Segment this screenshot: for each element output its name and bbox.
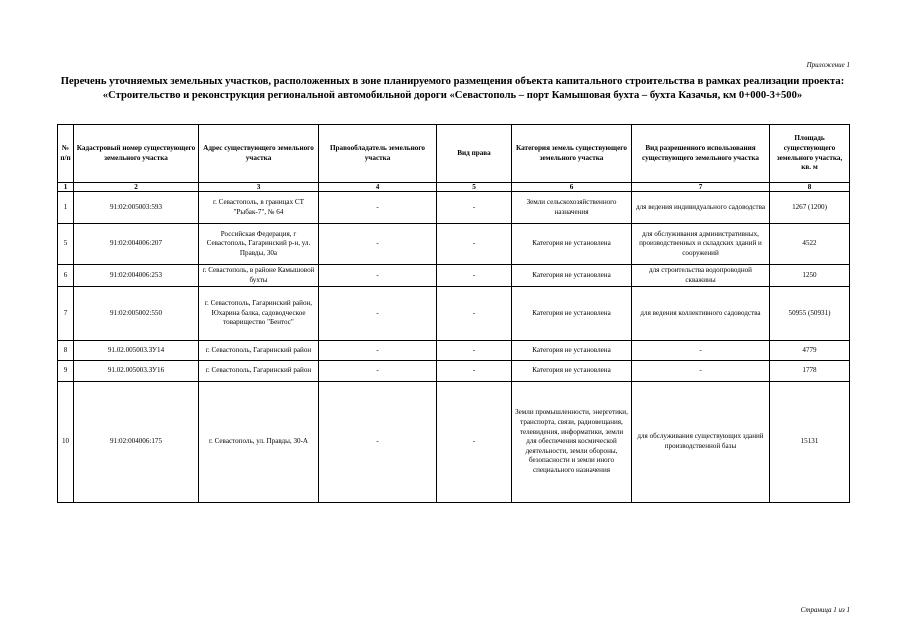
table-row — [58, 224, 850, 265]
cell-address: г. Севастополь, Гагаринский район — [199, 341, 319, 361]
cell-permitted-use: - — [632, 341, 770, 361]
cell-area: 4779 — [770, 341, 850, 361]
cell-owner: - — [319, 287, 437, 341]
cell-permitted-use: для обслуживания административных, производственных и складских зданий и сооружений — [632, 224, 770, 265]
header-cell-owner: Правообладатель земельного участка — [319, 125, 437, 183]
cell-area: 50955 (50931) — [770, 287, 850, 341]
cell-number: 1 — [58, 192, 74, 224]
cell-address: г. Севастополь, в районе Камышовой бухты — [199, 265, 319, 287]
cell-cadastral: 91:02:004006:175 — [74, 382, 199, 503]
document-title: Перечень уточняемых земельных участков, расположенных в зоне планируемого размещения объекта капитального строительства в рамках реализации проекта: «Строительство и реконструкция региональной автомобильной дороги «Севастополь – порт Камышовая бухта – бухта Казачья, км 0+000-3+500» — [60, 76, 845, 101]
cell-area: 15131 — [770, 382, 850, 503]
table-row — [58, 382, 850, 503]
cell-number: 6 — [58, 265, 74, 287]
column-number: 5 — [437, 183, 512, 192]
header-cell-area: Площадь существующего земельного участка, кв. м — [770, 125, 850, 183]
land-plots-table — [57, 124, 850, 503]
column-number: 4 — [319, 183, 437, 192]
header-cell-right-type: Вид права — [437, 125, 512, 183]
cell-land-category: Категория не установлена — [512, 361, 632, 382]
cell-owner: - — [319, 224, 437, 265]
column-number: 6 — [512, 183, 632, 192]
cell-right-type: - — [437, 287, 512, 341]
cell-cadastral: 91:02:004006:253 — [74, 265, 199, 287]
column-number: 2 — [74, 183, 199, 192]
cell-number: 8 — [58, 341, 74, 361]
cell-permitted-use: для строительства водопроводной скважины — [632, 265, 770, 287]
table-row — [58, 287, 850, 341]
cell-address: г. Севастополь, ул. Правды, 30-А — [199, 382, 319, 503]
cell-address: г. Севастополь, Гагаринский район, Юхарина балка, садоводческое товарищество "Бентос" — [199, 287, 319, 341]
table-row — [58, 265, 850, 287]
cell-land-category: Категория не установлена — [512, 341, 632, 361]
cell-right-type: - — [437, 361, 512, 382]
header-cell-number: № п/п — [58, 125, 74, 183]
cell-area: 1267 (1200) — [770, 192, 850, 224]
cell-cadastral: 91:02:004006:207 — [74, 224, 199, 265]
cell-cadastral: 91:02:005002:550 — [74, 287, 199, 341]
page-footer: Страница 1 из 1 — [800, 606, 850, 614]
cell-owner: - — [319, 382, 437, 503]
appendix-label: Приложение 1 — [806, 61, 850, 69]
cell-number: 9 — [58, 361, 74, 382]
cell-area: 4522 — [770, 224, 850, 265]
cell-address: г. Севастополь, в границах СТ "Рыбак-7", № 64 — [199, 192, 319, 224]
header-cell-permitted-use: Вид разрешенного использования существующего земельного участка — [632, 125, 770, 183]
header-cell-cadastral: Кадастровый номер существующего земельного участка — [74, 125, 199, 183]
cell-land-category: Категория не установлена — [512, 287, 632, 341]
cell-right-type: - — [437, 341, 512, 361]
cell-number: 5 — [58, 224, 74, 265]
cell-number: 10 — [58, 382, 74, 503]
cell-right-type: - — [437, 224, 512, 265]
column-number: 3 — [199, 183, 319, 192]
cell-cadastral: 91:02:005003:593 — [74, 192, 199, 224]
cell-address: Российская Федерация, г Севастополь, Гагаринский р-н, ул. Правды, 30а — [199, 224, 319, 265]
cell-area: 1250 — [770, 265, 850, 287]
cell-permitted-use: для обслуживания существующих зданий производственной базы — [632, 382, 770, 503]
cell-land-category: Земли промышленности, энергетики, транспорта, связи, радиовещания, телевидения, информатики, земли для обеспечения космической деятельности, земли обороны, безопасности и земли иного специального назначения — [512, 382, 632, 503]
cell-permitted-use: для ведения индивидуального садоводства — [632, 192, 770, 224]
cell-cadastral: 91.02.005003.ЗУ16 — [74, 361, 199, 382]
header-cell-land-category: Категория земель существующего земельного участка — [512, 125, 632, 183]
cell-permitted-use: - — [632, 361, 770, 382]
cell-cadastral: 91.02.005003.ЗУ14 — [74, 341, 199, 361]
cell-owner: - — [319, 341, 437, 361]
column-number: 1 — [58, 183, 74, 192]
table-row — [58, 341, 850, 361]
cell-owner: - — [319, 265, 437, 287]
table-header-row — [58, 125, 850, 183]
cell-address: г. Севастополь, Гагаринский район — [199, 361, 319, 382]
cell-land-category: Категория не установлена — [512, 224, 632, 265]
cell-right-type: - — [437, 265, 512, 287]
table-row — [58, 361, 850, 382]
cell-permitted-use: для ведения коллективного садоводства — [632, 287, 770, 341]
column-number-row — [58, 183, 850, 192]
cell-number: 7 — [58, 287, 74, 341]
cell-right-type: - — [437, 192, 512, 224]
cell-right-type: - — [437, 382, 512, 503]
cell-owner: - — [319, 192, 437, 224]
cell-owner: - — [319, 361, 437, 382]
table-row — [58, 192, 850, 224]
column-number: 8 — [770, 183, 850, 192]
cell-land-category: Категория не установлена — [512, 265, 632, 287]
header-cell-address: Адрес существующего земельного участка — [199, 125, 319, 183]
cell-land-category: Земли сельскохозяйственного назначения — [512, 192, 632, 224]
column-number: 7 — [632, 183, 770, 192]
cell-area: 1778 — [770, 361, 850, 382]
